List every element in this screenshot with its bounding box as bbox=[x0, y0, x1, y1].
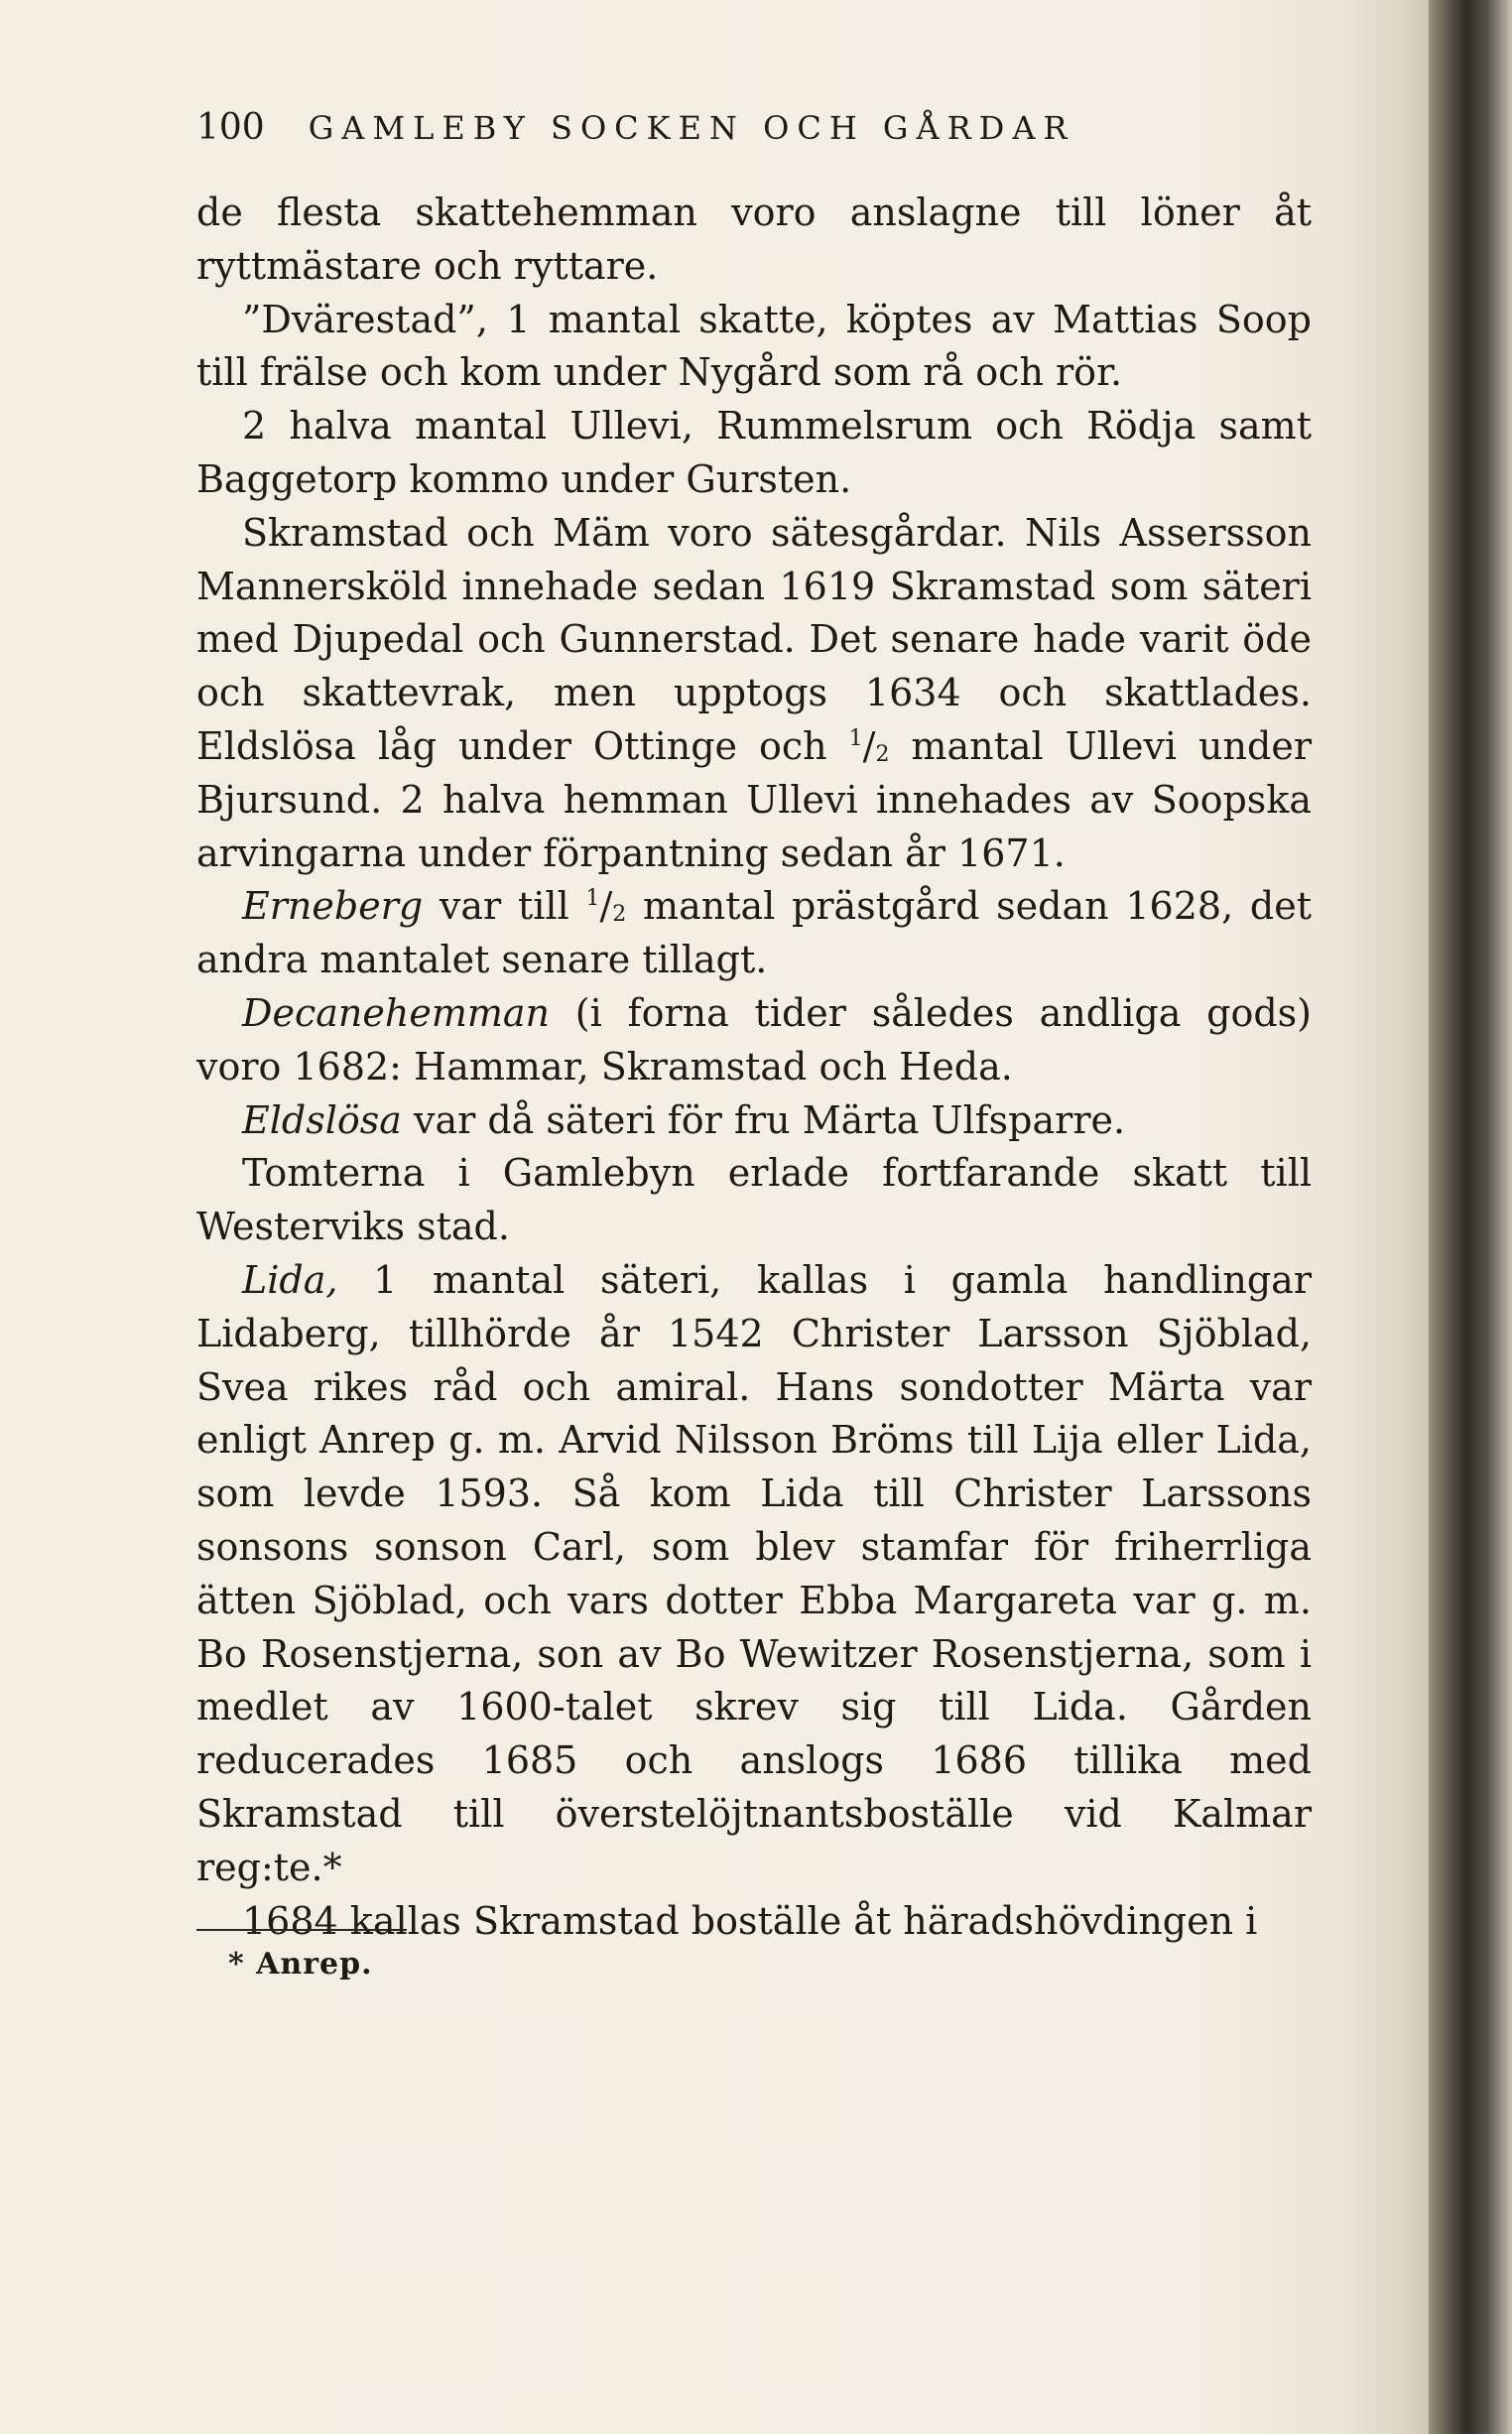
paragraph: Lida, 1 mantal säteri, kallas i gamla handlingar Lidaberg, tillhörde år 1542 Christer Larsson Sjöblad, Svea rikes råd och amiral. Hans sondotter Märta var enligt Anrep g. m. Arvid Nilsson Bröms till Lija eller Lida, som levde 1593. Så kom Lida till Christer Larssons sonsons sonson Carl, som blev stamfar för friherrliga ätten Sjöblad, och vars dotter Ebba Margareta var g. m. Bo Rosenstjerna, son av Bo Wewitzer Rosenstjerna, som i medlet av 1600-talet skrev sig till Lida. Gården reducerades 1685 och anslogs 1686 tillika med Skramstad till överstelöjtnantsboställe vid Kalmar reg:te.* bbox=[196, 1257, 1312, 1889]
paragraph: ”Dvärestad”, 1 mantal skatte, köptes av Mattias Soop till frälse och kom under Nygård som rå och rör. bbox=[196, 297, 1312, 395]
book-spine-shadow bbox=[1429, 0, 1512, 2434]
fraction-numerator: 1 bbox=[848, 725, 863, 751]
footnote: * Anrep. bbox=[228, 1947, 373, 1982]
fraction-numerator: 1 bbox=[585, 886, 600, 912]
page-header bbox=[196, 107, 1327, 163]
paragraph: Tomterna i Gamlebyn erlade fortfarande skatt till Westerviks stad. bbox=[196, 1151, 1312, 1249]
running-title: GAMLEBY SOCKEN OCH GÅRDAR bbox=[308, 109, 1075, 147]
fraction-denominator: 2 bbox=[612, 902, 627, 928]
footnote-rule bbox=[196, 1929, 407, 1931]
run-in-heading: Erneberg bbox=[242, 884, 424, 929]
paragraph: Skramstad och Mäm voro sätesgårdar. Nils Assersson Mannersköld innehade sedan 1619 Skramstad som säteri med Djupedal och Gunnerstad. Det senare hade varit öde och skattevrak, men upptogs 1634 och skattlades. Eldslösa låg under Ottinge och $^1/_2$ mantal Ullevi under Bjursund. 2 halva hemman Ullevi innehades av Soopska arvingarna under förpantning sedan år 1671. bbox=[196, 510, 1312, 875]
fraction-denominator: 2 bbox=[875, 741, 890, 767]
body-text bbox=[196, 187, 1312, 1948]
paragraph: de flesta skattehemman voro anslagne till löner åt ryttmästare och ryttare. bbox=[196, 191, 1312, 288]
paragraph: Decanehemman (i forna tider således andliga gods) voro 1682: Hammar, Skramstad och Heda. bbox=[196, 990, 1312, 1089]
paragraph: Erneberg var till $^1/_2$ mantal prästgård sedan 1628, det andra mantalet senare tillagt. bbox=[196, 884, 1312, 982]
paragraph: 1684 kallas Skramstad boställe åt häradshövdingen i bbox=[242, 1898, 1258, 1943]
paragraph: Eldslösa var då säteri för fru Märta Ulfsparre. bbox=[242, 1097, 1126, 1142]
run-in-heading: Decanehemman bbox=[242, 990, 551, 1035]
run-in-heading: Eldslösa bbox=[242, 1097, 402, 1142]
page-number: 100 bbox=[196, 107, 265, 148]
run-in-heading: Lida, bbox=[242, 1257, 338, 1302]
paragraph: 2 halva mantal Ullevi, Rummelsrum och Rödja samt Baggetorp kommo under Gursten. bbox=[196, 404, 1312, 501]
